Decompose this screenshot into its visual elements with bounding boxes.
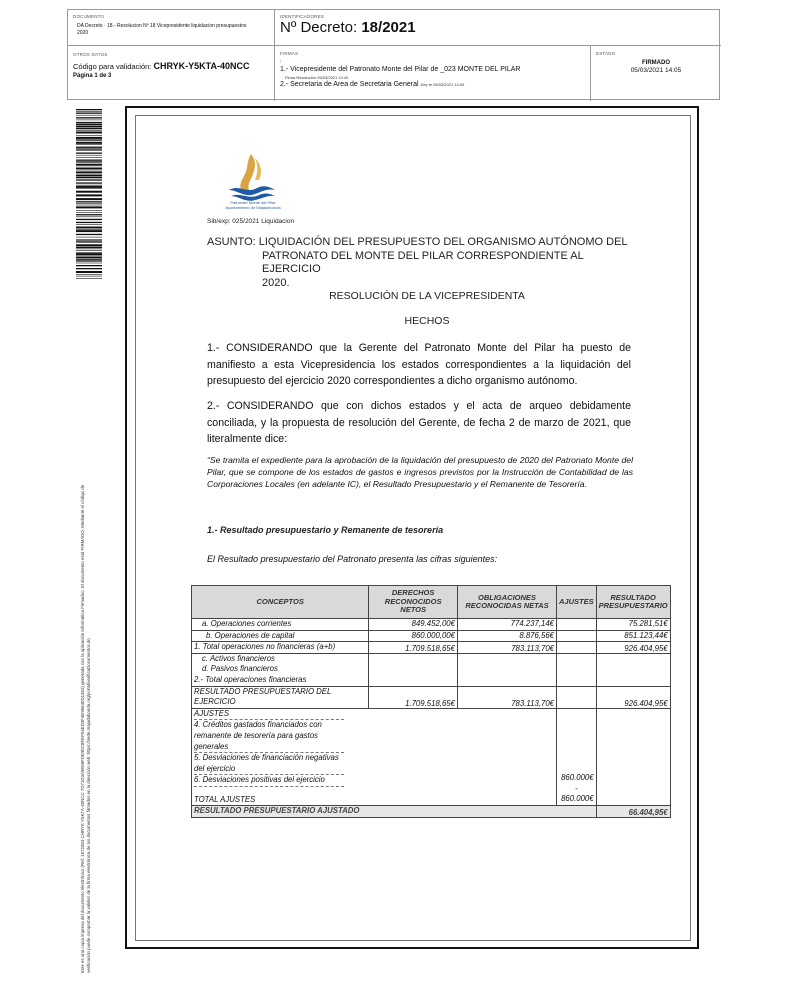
codigo-value: CHRYK-Y5KTA-40NCC bbox=[153, 61, 250, 71]
ajustes-values bbox=[557, 708, 597, 805]
barcode-bar bbox=[76, 198, 102, 200]
barcode-bar bbox=[76, 168, 102, 169]
barcode-bar bbox=[76, 206, 102, 208]
barcode-bar bbox=[76, 155, 102, 156]
barcode-bar bbox=[76, 161, 102, 162]
barcode-bar bbox=[76, 132, 102, 134]
op-capital-resultado: 851.123,44€ bbox=[596, 630, 670, 642]
quoted-proposal: “Se tramita el expediente para la aprobación de la liquidación del presupuesto de 2020 del Patronato Monte del Pilar, que se compone de los estados de gastos e ingresos previstos por la Instrucción de Contabilidad de las Corporaciones Locales (en adelante IC), el Resultado Presupuestario y el Remanente de Tesorería. bbox=[207, 455, 633, 489]
ajuste-4: 4. Créditos gastados financiados con remanente de tesorería para gastos generales bbox=[194, 720, 344, 753]
resultado-ajustado-label: RESULTADO PRESUPUESTARIO AJUSTADO bbox=[192, 805, 597, 817]
barcode-bar bbox=[76, 210, 102, 211]
barcode-bar bbox=[76, 222, 102, 223]
total-ops-obligaciones: 783.113,70€ bbox=[457, 642, 556, 654]
barcode-bar bbox=[76, 250, 102, 251]
ajustes-list bbox=[194, 709, 554, 805]
financieras-derechos bbox=[369, 653, 458, 686]
hechos-title: HECHOS bbox=[404, 315, 450, 327]
documento-cell bbox=[68, 10, 275, 46]
paragraph-2 bbox=[207, 398, 631, 448]
barcode-bar bbox=[76, 263, 102, 264]
estado-cell bbox=[591, 46, 721, 101]
firma-2-sub: Dey te 05/03/2021 14:05 bbox=[420, 82, 465, 87]
barcode-bar bbox=[76, 249, 102, 250]
identificadores-cell bbox=[275, 10, 721, 46]
codigo-label: Código para validación: bbox=[73, 62, 152, 71]
barcode-bar bbox=[76, 153, 102, 154]
resultado-ajustes bbox=[557, 686, 597, 708]
resultado-ejercicio-label: RESULTADO PRESUPUESTARIO DEL EJERCICIO bbox=[192, 686, 369, 708]
barcode-bar bbox=[76, 191, 102, 193]
barcode-bar bbox=[76, 115, 102, 116]
barcode-bar bbox=[76, 276, 102, 277]
op-corrientes-derechos: 849.452,00€ bbox=[369, 619, 458, 631]
document-header bbox=[67, 9, 720, 100]
barcode-bar bbox=[76, 160, 102, 161]
barcode-bar bbox=[76, 179, 102, 180]
barcode-bar bbox=[76, 177, 102, 178]
verification-line-1: Este es una copia impresa del documento electrónico (Ref: 1672384 CHRYK-Y5KTA-40NCC 7D71D3A9E55FDE90C8FEF04ED3F4E95640D1362) generada con la aplicación informática Firmadoc. El documento está FIRMADO. Mediante el código de bbox=[80, 484, 85, 973]
op-corrientes-ajustes bbox=[557, 619, 597, 631]
op-corrientes-resultado: 75.281,51€ bbox=[596, 619, 670, 631]
asunto-line-2: PATRONATO DEL MONTE DEL PILAR CORRESPONDIENTE AL EJERCICIO bbox=[262, 249, 584, 275]
asunto-heading bbox=[207, 236, 637, 290]
th-conceptos: CONCEPTOS bbox=[192, 586, 369, 619]
barcode-bar bbox=[76, 117, 102, 118]
total-ops-ajustes bbox=[557, 642, 597, 654]
p2-lead: 2.- CONSIDERANDO bbox=[207, 400, 314, 412]
table-row bbox=[192, 653, 671, 686]
ajuste-6: 6. Desviaciones positivas del ejercicio bbox=[194, 775, 344, 787]
estado-value: FIRMADO bbox=[642, 60, 670, 66]
verification-line-2: verificación puede comprobar la validez de la firma electrónica de los documentos firmados en la dirección web: https://sede.majadahonda.org/portal/verificaDocumentos.do bbox=[86, 638, 91, 973]
financieras-resultado bbox=[596, 653, 670, 686]
barcode-bar bbox=[76, 241, 102, 242]
decreto-prefix: Nº Decreto: bbox=[280, 19, 358, 36]
barcode-bar bbox=[76, 157, 102, 158]
op-corrientes-obligaciones: 774.237,14€ bbox=[457, 619, 556, 631]
barcode-bar bbox=[76, 171, 102, 173]
barcode-bar bbox=[76, 278, 102, 279]
resolucion-title: RESOLUCIÓN DE LA VICEPRESIDENTA bbox=[329, 290, 525, 302]
logo-caption-line-1: Patronato Monte del Pilar bbox=[230, 200, 276, 205]
barcode-bar bbox=[76, 239, 102, 240]
barcode-bar bbox=[76, 201, 102, 202]
barcode-bar bbox=[76, 147, 102, 148]
total-ajustes: TOTAL AJUSTES bbox=[194, 794, 256, 804]
th-obligaciones: OBLIGACIONES RECONOCIDAS NETAS bbox=[457, 586, 556, 619]
barcode-bar bbox=[76, 167, 102, 168]
ajuste-5: 5. Desviaciones de financiación negativas del ejercicio bbox=[194, 753, 344, 775]
barcode-bar bbox=[76, 252, 102, 253]
barcode-bar bbox=[76, 164, 102, 166]
barcode-bar bbox=[76, 142, 102, 144]
identificadores-label: IDENTIFICADORES bbox=[280, 14, 325, 19]
ajustes-block bbox=[192, 708, 557, 805]
table-row bbox=[192, 619, 671, 631]
barcode-bar bbox=[76, 219, 102, 220]
barcode-bar bbox=[76, 139, 102, 140]
barcode-bar bbox=[76, 247, 102, 248]
financieras-label bbox=[192, 653, 369, 686]
barcode-bar bbox=[76, 237, 102, 238]
table-intro: El Resultado presupuestario del Patronato presenta las cifras siguientes: bbox=[207, 554, 498, 564]
op-corrientes-label bbox=[192, 619, 369, 631]
table-row bbox=[192, 642, 671, 654]
table-row bbox=[192, 630, 671, 642]
firmas-label: FIRMAS bbox=[280, 51, 299, 56]
op-capital-text: b. Operaciones de capital bbox=[206, 630, 295, 640]
barcode-bar bbox=[76, 185, 102, 186]
firma-2 bbox=[280, 81, 464, 88]
barcode-bar bbox=[76, 194, 102, 196]
table-row bbox=[192, 805, 671, 817]
barcode-bar bbox=[76, 274, 102, 275]
total-ajustes-value: 860.000€ bbox=[561, 794, 594, 804]
barcode-bar bbox=[76, 175, 102, 177]
barcode-bar bbox=[76, 148, 102, 149]
estado-fecha: 05/03/2021 14:05 bbox=[630, 67, 682, 74]
th-derechos: DERECHOS RECONOCIDOS NETOS bbox=[369, 586, 458, 619]
activos-financieros: c. Activos financieros bbox=[202, 653, 275, 663]
barcode-bar bbox=[76, 230, 102, 232]
barcode-bar bbox=[76, 205, 102, 206]
barcode-bar bbox=[76, 144, 102, 145]
total-ops-resultado: 926.404,95€ bbox=[596, 642, 670, 654]
barcode-bar bbox=[76, 224, 102, 225]
op-capital-ajustes bbox=[557, 630, 597, 642]
barcode-bar bbox=[76, 259, 102, 260]
pasivos-financieros: d. Pasivos financieros bbox=[202, 664, 278, 674]
barcode-bar bbox=[76, 113, 102, 114]
resultado-derechos: 1.709.518,65€ bbox=[369, 686, 458, 708]
barcode-bar bbox=[76, 203, 102, 204]
barcode-bar bbox=[76, 124, 102, 125]
section-title: 1.- Resultado presupuestario y Remanente de tesorería bbox=[207, 525, 444, 535]
barcode-bar bbox=[76, 137, 102, 139]
barcode-bar bbox=[76, 260, 102, 261]
barcode-bar bbox=[76, 256, 102, 257]
barcode bbox=[76, 109, 102, 279]
barcode-bar bbox=[76, 130, 102, 131]
barcode-bar bbox=[76, 212, 102, 213]
barcode-bar bbox=[76, 229, 102, 230]
asunto-line-3: 2020. bbox=[262, 276, 290, 289]
op-capital-obligaciones: 8.876,56€ bbox=[457, 630, 556, 642]
asunto-line-1: ASUNTO: LIQUIDACIÓN DEL PRESUPUESTO DEL ORGANISMO AUTÓNOMO DEL bbox=[207, 236, 628, 248]
barcode-bar bbox=[76, 268, 102, 269]
firma-1: 1.- Vicepresidente del Patronato Monte del Pilar de _023 MONTE DEL PILAR bbox=[280, 66, 521, 73]
logo-caption bbox=[217, 200, 289, 210]
resultado-presupuestario-table bbox=[191, 585, 671, 818]
decreto-value: 18/2021 bbox=[361, 19, 416, 36]
barcode-bar bbox=[76, 244, 102, 246]
barcode-bar bbox=[76, 186, 102, 188]
barcode-bar bbox=[76, 253, 102, 255]
barcode-bar bbox=[76, 126, 102, 128]
otros-datos-cell bbox=[68, 46, 275, 101]
table-row bbox=[192, 708, 671, 805]
barcode-bar bbox=[76, 122, 102, 123]
barcode-bar bbox=[76, 135, 102, 136]
barcode-bar bbox=[76, 188, 102, 189]
total-ops-derechos: 1.709.518,65€ bbox=[369, 642, 458, 654]
barcode-bar bbox=[76, 265, 102, 266]
total-financieras: 2.- Total operaciones financieras bbox=[194, 674, 307, 684]
barcode-bar bbox=[76, 227, 102, 229]
firma-1-sub: Firma Resolución 05/03/2021 10:40 bbox=[285, 75, 349, 80]
op-capital-label bbox=[192, 630, 369, 642]
firmas-colon: : bbox=[280, 59, 282, 65]
ajuste-6-value: 860.000€ bbox=[561, 773, 594, 783]
p1-text: que la Gerente del Patronato Monte del Pilar ha puesto de manifiesto a esta Vicepresidencia los estados correspondientes a la liquidación del presupuesto del ejercicio 2020 correspondientes a dicho organismo autónomo. bbox=[207, 342, 631, 387]
resultado-ajustado-value: 66.404,95€ bbox=[596, 805, 670, 817]
ajustes-resultado bbox=[596, 708, 670, 805]
financieras-ajustes bbox=[557, 653, 597, 686]
p1-lead: 1.- CONSIDERANDO bbox=[207, 342, 313, 354]
barcode-bar bbox=[76, 217, 102, 218]
barcode-bar bbox=[76, 120, 102, 121]
resultado-obligaciones: 783.113,70€ bbox=[457, 686, 556, 708]
barcode-bar bbox=[76, 109, 102, 110]
decreto-number bbox=[280, 19, 416, 36]
otros-label: OTROS DATOS bbox=[73, 52, 108, 57]
barcode-bar bbox=[76, 150, 102, 151]
expediente-ref: Sib/exp: 025/2021 Liquidacion bbox=[207, 218, 295, 225]
barcode-bar bbox=[76, 128, 102, 129]
financieras-obligaciones bbox=[457, 653, 556, 686]
page-indicator: Página 1 de 3 bbox=[73, 73, 112, 79]
resultado-resultado: 926.404,95€ bbox=[596, 686, 670, 708]
barcode-bar bbox=[76, 111, 102, 112]
barcode-bar bbox=[76, 271, 102, 273]
documento-label: DOCUMENTO bbox=[73, 14, 105, 19]
barcode-bar bbox=[76, 170, 102, 171]
th-ajustes: AJUSTES bbox=[557, 586, 597, 619]
p2-text: que con dichos estados y el acta de arqueo debidamente conciliada, y la propuesta de resolución del Gerente, de fecha 2 de marzo de 2021, que literalmente dice: bbox=[207, 400, 631, 445]
estado-label: ESTADO bbox=[596, 51, 616, 56]
ajustes-title: AJUSTES bbox=[194, 709, 344, 721]
logo-caption-line-2: Ayuntamiento de Majadahonda bbox=[225, 205, 281, 210]
paragraph-1 bbox=[207, 340, 631, 390]
barcode-bar bbox=[76, 234, 102, 235]
codigo-validacion bbox=[73, 61, 250, 71]
firma-2-text: 2.- Secretaria de Area de Secretaria General bbox=[280, 81, 419, 88]
verification-sidebar-text bbox=[80, 301, 92, 973]
table-row bbox=[192, 686, 671, 708]
barcode-bar bbox=[76, 182, 102, 183]
barcode-bar bbox=[76, 240, 102, 241]
barcode-bar bbox=[76, 214, 102, 215]
total-ajustes-dash: - bbox=[574, 783, 578, 793]
documento-text: DA Decreto · 18.- Resolucion Nº 18 Vicepresidente liquidacion presupuestos 2020 bbox=[77, 23, 247, 36]
total-ops-label: 1. Total operaciones no financieras (a+b) bbox=[192, 642, 369, 654]
th-resultado: RESULTADO PRESUPUESTARIO bbox=[596, 586, 670, 619]
firmas-cell bbox=[275, 46, 591, 101]
op-corrientes-text: a. Operaciones corrientes bbox=[202, 619, 292, 628]
table-header-row bbox=[192, 586, 671, 619]
barcode-bar bbox=[76, 257, 102, 258]
op-capital-derechos: 860.000,00€ bbox=[369, 630, 458, 642]
